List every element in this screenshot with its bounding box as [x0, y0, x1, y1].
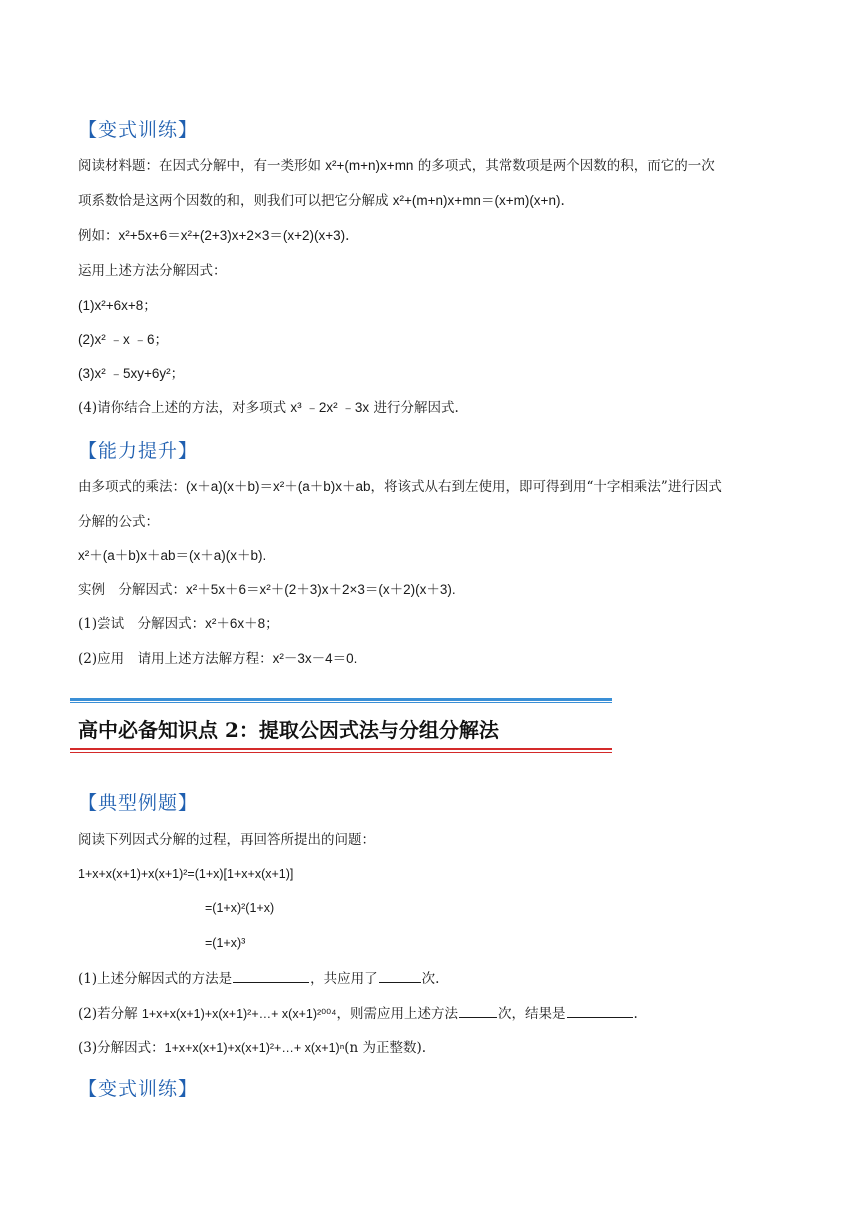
variant-question-2: (2)x² ﹣x ﹣6；	[78, 332, 169, 347]
answer-blank-count[interactable]	[379, 968, 421, 983]
answer-blank-result[interactable]	[567, 1003, 633, 1018]
variant-apply-instruction: 运用上述方法分解因式：	[78, 263, 227, 279]
ability-try: (1)尝试 分解因式：x²＋6x＋8；	[78, 616, 279, 632]
banner-top-rule-thin	[70, 702, 612, 703]
typical-question-2: (2)若分解 1+x+x(x+1)+x(x+1)²+…+ x(x+1)²⁰⁰⁴，则需应用上述方法 次，结果是 .	[78, 1003, 638, 1024]
knowledge-point-title: 高中必备知识点 2：提取公因式法与分组分解法	[78, 718, 499, 742]
ability-apply: (2)应用 请用上述方法解方程：x²－3x－4＝0.	[78, 651, 358, 667]
answer-blank-times[interactable]	[459, 1003, 497, 1018]
section-title-typical-example: 【典型例题】	[78, 792, 199, 814]
typical-step-3: =(1+x)³	[205, 936, 246, 950]
banner-bottom-rule	[70, 748, 612, 750]
variant-example: 例如：x²+5x+6＝x²+(2+3)x+2×3＝(x+2)(x+3).	[78, 228, 350, 244]
section-title-variant-training: 【变式训练】	[78, 119, 199, 141]
typical-question-3: (3)分解因式：1+x+x(x+1)+x(x+1)²+…+ x(x+1)ⁿ(n 为正整数).	[78, 1040, 427, 1056]
typical-intro: 阅读下列因式分解的过程，再回答所提出的问题：	[78, 832, 375, 848]
variant-intro-line-1: 阅读材料题：在因式分解中，有一类形如 x²+(m+n)x+mn 的多项式，其常数项是两个因数的积，而它的一次	[78, 158, 715, 174]
ability-line-1: 由多项式的乘法：(x＋a)(x＋b)＝x²＋(a＋b)x＋ab，将该式从右到左使用，即可得到用“十字相乘法”进行因式	[78, 479, 722, 495]
typical-step-2: =(1+x)²(1+x)	[205, 901, 275, 915]
typical-question-1: (1)上述分解因式的方法是 ，共应用了 次.	[78, 968, 439, 989]
variant-question-3: (3)x² ﹣5xy+6y²；	[78, 366, 185, 381]
answer-blank-method[interactable]	[233, 968, 309, 983]
variant-question-1: (1)x²+6x+8；	[78, 298, 157, 313]
variant-question-4: (4)请你结合上述的方法，对多项式 x³ ﹣2x² ﹣3x 进行分解因式.	[78, 400, 459, 416]
ability-formula: x²＋(a＋b)x＋ab＝(x＋a)(x＋b).	[78, 548, 267, 563]
banner-top-rule	[70, 698, 612, 701]
variant-intro-line-2: 项系数恰是这两个因数的和，则我们可以把它分解成 x²+(m+n)x+mn＝(x+m)(x+n).	[78, 193, 565, 209]
ability-example: 实例 分解因式：x²＋5x＋6＝x²＋(2＋3)x＋2×3＝(x＋2)(x＋3).	[78, 582, 456, 598]
section-title-variant-training-2: 【变式训练】	[78, 1078, 199, 1100]
typical-step-1: 1+x+x(x+1)+x(x+1)²=(1+x)[1+x+x(x+1)]	[78, 867, 294, 881]
banner-bottom-rule-thin	[70, 752, 612, 753]
ability-line-2: 分解的公式：	[78, 514, 159, 530]
section-title-ability-improvement: 【能力提升】	[78, 440, 199, 462]
